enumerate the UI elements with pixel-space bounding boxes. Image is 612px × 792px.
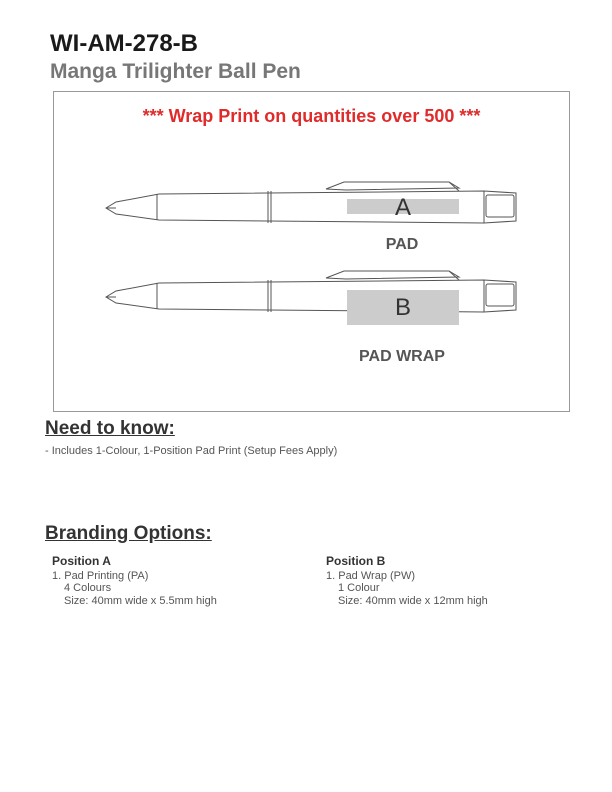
position-a-label: A [394, 194, 411, 221]
need-to-know-note: - Includes 1-Colour, 1-Position Pad Print (Setup Fees Apply) [45, 445, 338, 457]
position-a-method: 1. Pad Printing (PA) [52, 569, 149, 582]
position-b-colours: 1 Colour [338, 582, 380, 594]
need-to-know-heading: Need to know: [45, 418, 175, 439]
branding-options-heading: Branding Options: [45, 523, 212, 544]
product-name: Manga Trilighter Ball Pen [50, 60, 301, 83]
position-a-title: Position A [52, 554, 111, 568]
position-b-label: B [394, 294, 411, 321]
position-b-size: Size: 40mm wide x 12mm high [338, 594, 488, 607]
pad-wrap-caption: PAD WRAP [359, 348, 445, 365]
position-b-method: 1. Pad Wrap (PW) [326, 569, 416, 582]
position-b-details [326, 555, 488, 607]
product-code: WI-AM-278-B [50, 30, 198, 57]
position-a-details [52, 555, 217, 607]
position-a-colours: 4 Colours [64, 582, 112, 594]
pad-caption: PAD [385, 236, 419, 253]
position-b-title: Position B [326, 554, 386, 568]
position-a-size: Size: 40mm wide x 5.5mm high [64, 594, 217, 607]
wrap-print-banner: *** Wrap Print on quantities over 500 *** [142, 106, 481, 126]
branding-diagram [53, 91, 570, 412]
